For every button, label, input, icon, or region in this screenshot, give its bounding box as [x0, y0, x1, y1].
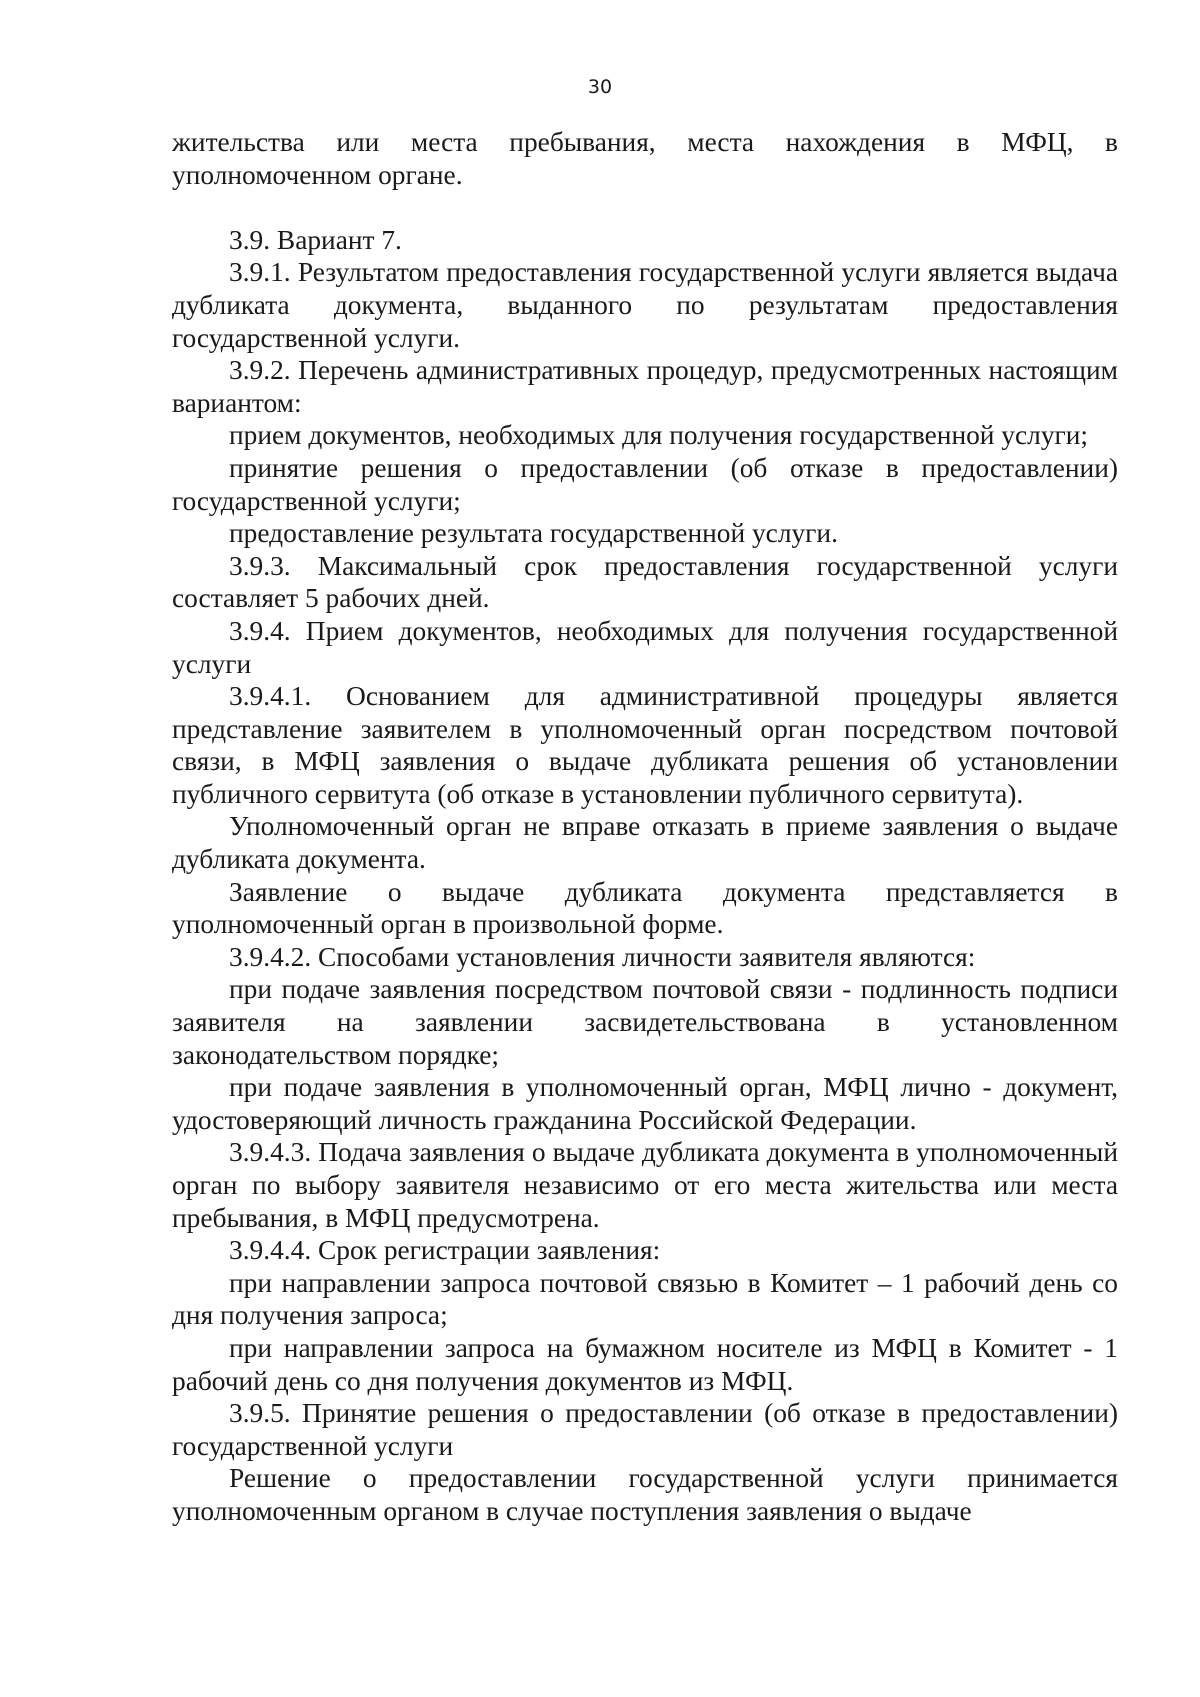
paragraph-3-9-4-2: 3.9.4.2. Способами установления личности заявителя являются: — [229, 941, 976, 972]
paragraph-postal-term: при направлении запроса почтовой связью в Комитет – 1 рабочий день со дня получения запроса; — [172, 1267, 1118, 1331]
page-number: 30 — [587, 76, 613, 98]
document-body — [172, 126, 1118, 1528]
paragraph-decision: Решение о предоставлении государственной услуги принимается уполномоченным органом в случае поступления заявления о выдаче — [172, 1463, 1118, 1526]
paragraph-3-9-4-1: 3.9.4.1. Основанием для административной процедуры является представление заявителем в уполномоченный орган посредством почтовой связи, в МФЦ заявления о выдаче дубликата решения об установлении публичного сервитута (об отказе в установлении публичного сервитута). — [172, 681, 1118, 809]
paragraph-mfc-term: при направлении запроса на бумажном носителе из МФЦ в Комитет - 1 рабочий день со дня получения документов из МФЦ. — [172, 1332, 1118, 1396]
list-item-procedure-3: предоставление результата государственной услуги. — [229, 518, 838, 549]
paragraph-3-9-4-4: 3.9.4.4. Срок регистрации заявления: — [229, 1235, 661, 1266]
paragraph-no-refusal: Уполномоченный орган не вправе отказать в приеме заявления о выдаче дубликата документа. — [172, 811, 1118, 875]
section-heading-3-9: 3.9. Вариант 7. — [229, 224, 402, 255]
paragraph-3-9-2: 3.9.2. Перечень административных процедур, предусмотренных настоящим вариантом: — [172, 355, 1118, 418]
paragraph-3-9-5: 3.9.5. Принятие решения о предоставлении (об отказе в предоставлении) государственной услуги — [172, 1398, 1118, 1461]
paragraph-postal-identity: при подаче заявления посредством почтовой связи - подлинность подписи заявителя на заявлении засвидетельствована в установленном законодательством порядке; — [172, 974, 1118, 1070]
paragraph-3-9-3: 3.9.3. Максимальный срок предоставления государственной услуги составляет 5 рабочих дней. — [172, 550, 1118, 614]
paragraph-continuation: жительства или места пребывания, места нахождения в МФЦ, в уполномоченном органе. — [172, 127, 1118, 190]
paragraph-free-form: Заявление о выдаче дубликата документа представляется в уполномоченный орган в произвольной форме. — [172, 876, 1118, 940]
paragraph-3-9-4: 3.9.4. Прием документов, необходимых для получения государственной услуги — [172, 615, 1118, 679]
paragraph-personal-identity: при подаче заявления в уполномоченный орган, МФЦ лично - документ, удостоверяющий личность гражданина Российской Федерации. — [172, 1072, 1118, 1135]
list-item-procedure-2: принятие решения о предоставлении (об отказе в предоставлении) государственной услуги; — [172, 452, 1118, 516]
paragraph-3-9-1: 3.9.1. Результатом предоставления государственной услуги является выдача дубликата документа, выданного по результатам предоставления государственной услуги. — [172, 257, 1118, 353]
paragraph-3-9-4-3: 3.9.4.3. Подача заявления о выдаче дубликата документа в уполномоченный орган по выбору заявителя независимо от его места жительства или места пребывания, в МФЦ предусмотрена. — [172, 1137, 1118, 1233]
list-item-procedure-1: прием документов, необходимых для получения государственной услуги; — [229, 420, 1089, 451]
